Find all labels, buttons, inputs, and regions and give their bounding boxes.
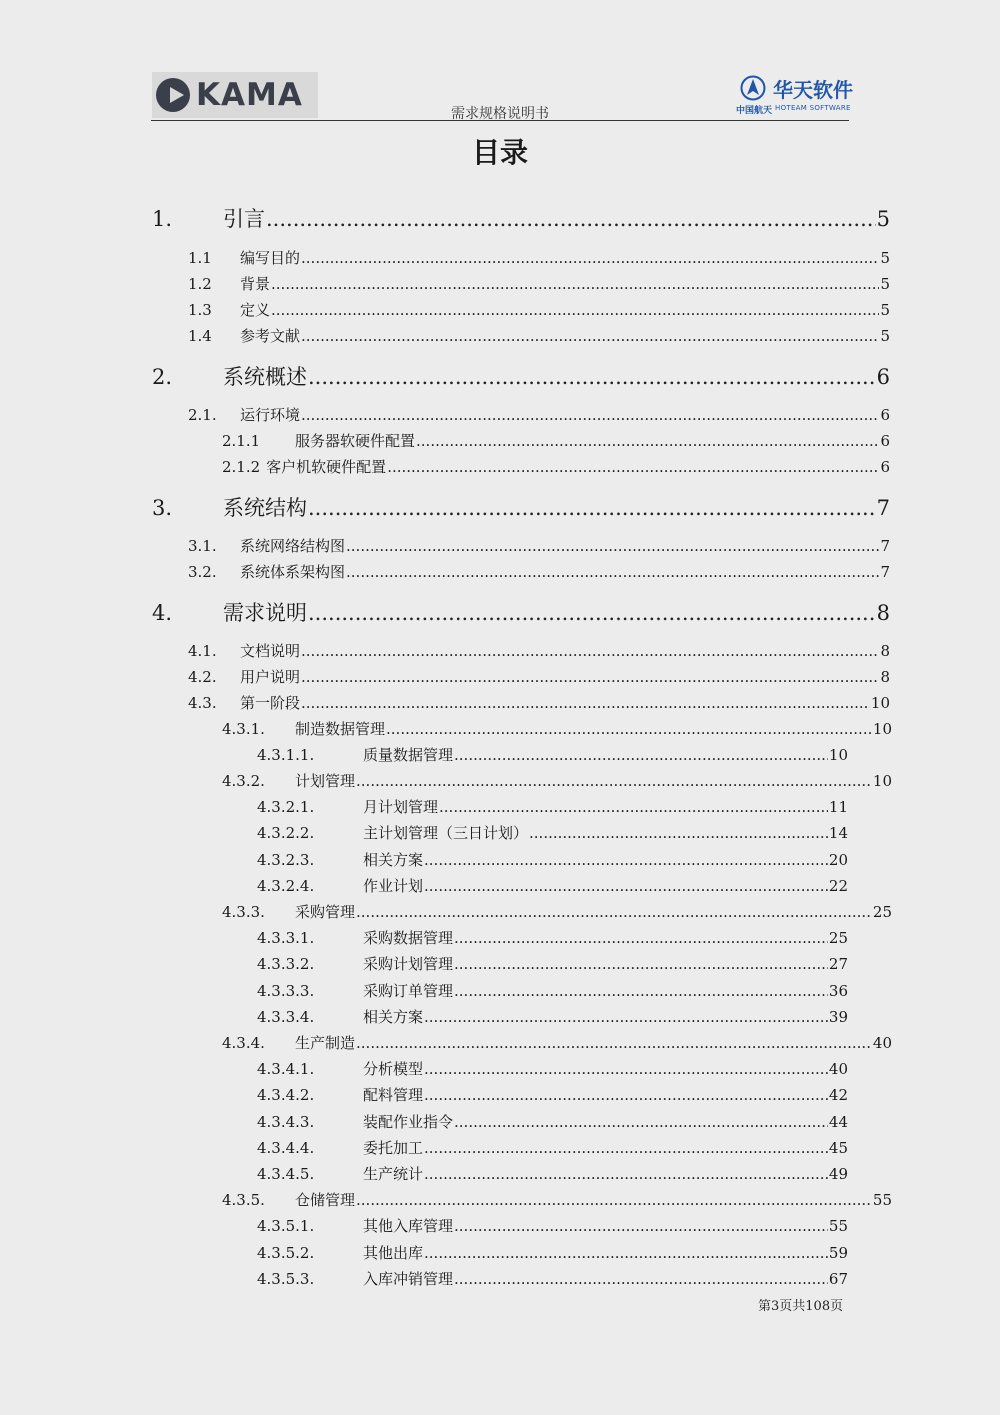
hoteam-logo-name: 华天软件: [773, 78, 853, 102]
toc-leader-dots: [308, 365, 876, 389]
toc-entry-title: 作业计划: [363, 877, 424, 895]
toc-entry[interactable]: [152, 492, 890, 522]
toc-entry-number: 4.3.4.5.: [257, 1165, 315, 1183]
toc-entry-title: 分析模型: [363, 1060, 424, 1078]
toc-entry-title: 服务器软硬件配置: [295, 432, 416, 450]
toc-entry[interactable]: [188, 247, 890, 269]
toc-entry-title: 其他入库管理: [363, 1217, 454, 1235]
toc-entry[interactable]: [188, 325, 890, 347]
toc-entry-page: 25: [872, 903, 892, 921]
toc-entry-number: 1.4: [188, 327, 212, 345]
toc-entry[interactable]: [257, 1163, 848, 1185]
toc-entry-number: 1.2: [188, 275, 212, 293]
toc-entry-page: 45: [828, 1139, 848, 1157]
toc-entry-title: 定义: [240, 301, 271, 319]
toc-entry-page: 10: [870, 694, 890, 712]
toc-entry-title: 运行环境: [240, 406, 301, 424]
toc-entry-page: 5: [880, 327, 890, 345]
toc-entry-number: 4.3.3.4.: [257, 1008, 315, 1026]
toc-leader-dots: [439, 798, 828, 816]
toc-entry-page: 8: [880, 642, 890, 660]
toc-entry[interactable]: [222, 1189, 892, 1211]
toc-entry-title: 参考文献: [240, 327, 301, 345]
toc-leader-dots: [454, 982, 828, 1000]
toc-entry-number: 4.3.4.1.: [257, 1060, 315, 1078]
toc-entry-number: 4.3.5.: [222, 1191, 265, 1209]
toc-entry[interactable]: [257, 849, 848, 871]
toc-entry-page: 7: [880, 563, 890, 581]
toc-leader-dots: [454, 1270, 828, 1288]
toc-leader-dots: [416, 432, 879, 450]
toc-entry-title: 文档说明: [240, 642, 301, 660]
toc-entry[interactable]: [257, 744, 848, 766]
toc-leader-dots: [356, 1191, 872, 1209]
toc-entry-page: 27: [828, 955, 848, 973]
toc-leader-dots: [424, 877, 828, 895]
toc-entry[interactable]: [257, 1137, 848, 1159]
toc-entry-title: 系统网络结构图: [240, 537, 346, 555]
toc-entry-number: 4.3.4.4.: [257, 1139, 315, 1157]
toc-leader-dots: [266, 207, 876, 231]
toc-entry-number: 2.1.2: [222, 458, 261, 476]
toc-entry-title: 相关方案: [363, 1008, 424, 1026]
toc-entry-title: 背景: [240, 275, 271, 293]
toc-leader-dots: [356, 903, 872, 921]
toc-entry-number: 4.3.4.: [222, 1034, 265, 1052]
toc-leader-dots: [424, 1165, 828, 1183]
toc-leader-dots: [301, 406, 879, 424]
toc-leader-dots: [271, 301, 879, 319]
toc-entry-title: 用户说明: [240, 668, 301, 686]
toc-entry-page: 55: [872, 1191, 892, 1209]
toc-entry-number: 4.3.3.2.: [257, 955, 315, 973]
toc-leader-dots: [346, 563, 879, 581]
toc-leader-dots: [346, 537, 879, 555]
toc-entry-number: 4.3.2.3.: [257, 851, 315, 869]
toc-entry[interactable]: [188, 692, 890, 714]
toc-entry[interactable]: [257, 953, 848, 975]
toc-entry-number: 4.3.4.3.: [257, 1113, 315, 1131]
toc-leader-dots: [308, 601, 876, 625]
toc-entry-title: 系统概述: [223, 365, 307, 389]
toc-entry-title: 编写目的: [240, 249, 301, 267]
toc-entry-page: 14: [828, 824, 848, 842]
toc-entry-title: 相关方案: [363, 851, 424, 869]
toc-entry-title: 配料管理: [363, 1086, 424, 1104]
toc-entry[interactable]: [152, 203, 890, 233]
toc-entry-title: 计划管理: [295, 772, 356, 790]
toc-entry-number: 4.3.2.: [222, 772, 265, 790]
toc-entry-page: 55: [828, 1217, 848, 1235]
toc-leader-dots: [424, 1086, 828, 1104]
toc-entry-page: 40: [828, 1060, 848, 1078]
toc-entry[interactable]: [222, 901, 892, 923]
toc-leader-dots: [386, 720, 872, 738]
toc-entry-page: 5: [876, 207, 890, 231]
toc-entry[interactable]: [257, 1242, 848, 1264]
toc-entry-number: 1.1: [188, 249, 212, 267]
toc-entry-title: 系统结构: [223, 496, 307, 520]
toc-entry-page: 6: [880, 458, 890, 476]
toc-entry-title: 制造数据管理: [295, 720, 386, 738]
toc-leader-dots: [356, 772, 872, 790]
hoteam-logo-sub-cn: 中国航天: [736, 106, 773, 116]
toc-entry-page: 44: [828, 1113, 848, 1131]
toc-entry-title: 月计划管理: [363, 798, 439, 816]
toc-leader-dots: [424, 1244, 828, 1262]
toc-leader-dots: [454, 746, 828, 764]
toc-entry-page: 8: [876, 601, 890, 625]
toc-entry-title: 采购管理: [295, 903, 356, 921]
toc-entry[interactable]: [257, 875, 848, 897]
kama-logo-text: KAMA: [196, 77, 303, 113]
toc-entry[interactable]: [152, 597, 890, 627]
toc-entry[interactable]: [257, 1058, 848, 1080]
toc-entry-number: 4.3.5.1.: [257, 1217, 315, 1235]
toc-entry-page: 8: [880, 668, 890, 686]
toc-entry-title: 生产制造: [295, 1034, 356, 1052]
toc-entry-number: 2.1.1: [222, 432, 261, 450]
toc-entry[interactable]: [257, 927, 848, 949]
toc-entry-number: 4.3.5.2.: [257, 1244, 315, 1262]
toc-entry-page: 36: [828, 982, 848, 1000]
toc-entry-number: 4.3.1.1.: [257, 746, 315, 764]
toc-entry-page: 6: [880, 406, 890, 424]
toc-entry-title: 客户机软硬件配置: [266, 458, 387, 476]
document-title: 需求规格说明书: [451, 106, 549, 122]
toc-entry-number: 4.1.: [188, 642, 217, 660]
toc-entry[interactable]: [257, 1111, 848, 1133]
toc-entry[interactable]: [257, 980, 848, 1002]
toc-leader-dots: [454, 929, 828, 947]
toc-leader-dots: [301, 327, 879, 345]
toc-leader-dots: [424, 1139, 828, 1157]
toc-entry-page: 10: [872, 720, 892, 738]
toc-entry-title: 其他出库: [363, 1244, 424, 1262]
toc-entry-page: 6: [880, 432, 890, 450]
toc-entry-number: 1.: [152, 207, 173, 231]
toc-entry[interactable]: [188, 404, 890, 426]
toc-entry-page: 10: [828, 746, 848, 764]
toc-entry-number: 4.2.: [188, 668, 217, 686]
toc-entry-page: 20: [828, 851, 848, 869]
toc-leader-dots: [424, 851, 828, 869]
toc-leader-dots: [424, 1060, 828, 1078]
toc-entry[interactable]: [188, 561, 890, 583]
header-divider: [151, 120, 849, 121]
toc-entry-title: 入库冲销管理: [363, 1270, 454, 1288]
toc-entry[interactable]: [188, 535, 890, 557]
toc-entry[interactable]: [257, 1268, 848, 1290]
toc-entry-page: 42: [828, 1086, 848, 1104]
toc-entry-number: 2.1.: [188, 406, 217, 424]
toc-leader-dots: [301, 249, 879, 267]
toc-entry[interactable]: [222, 1032, 892, 1054]
toc-entry-page: 49: [828, 1165, 848, 1183]
toc-entry-page: 59: [828, 1244, 848, 1262]
toc-entry-number: 4.: [152, 601, 173, 625]
toc-entry[interactable]: [222, 718, 892, 740]
toc-entry[interactable]: [257, 1084, 848, 1106]
toc-entry-page: 25: [828, 929, 848, 947]
toc-entry[interactable]: [188, 273, 890, 295]
toc-leader-dots: [301, 694, 870, 712]
toc-entry-page: 7: [876, 496, 890, 520]
toc-entry-title: 质量数据管理: [363, 746, 454, 764]
toc-entry-title: 需求说明: [223, 601, 307, 625]
toc-entry-title: 第一阶段: [240, 694, 301, 712]
toc-entry-number: 4.3.3.: [222, 903, 265, 921]
toc-entry-page: 5: [880, 275, 890, 293]
toc-entry-title: 生产统计: [363, 1165, 424, 1183]
toc-entry[interactable]: [257, 1215, 848, 1237]
toc-entry-number: 4.3.2.2.: [257, 824, 315, 842]
toc-entry[interactable]: [222, 770, 892, 792]
toc-entry-number: 4.3.3.3.: [257, 982, 315, 1000]
toc-entry[interactable]: [188, 666, 890, 688]
toc-entry-title: 系统体系架构图: [240, 563, 346, 581]
toc-leader-dots: [529, 824, 828, 842]
toc-entry-number: 4.3.3.1.: [257, 929, 315, 947]
toc-entry-title: 采购订单管理: [363, 982, 454, 1000]
toc-entry[interactable]: [257, 796, 848, 818]
toc-entry-page: 11: [828, 798, 848, 816]
toc-leader-dots: [308, 496, 876, 520]
toc-entry-number: 4.3.: [188, 694, 217, 712]
toc-entry-page: 7: [880, 537, 890, 555]
toc-entry[interactable]: [188, 299, 890, 321]
toc-entry-title: 采购数据管理: [363, 929, 454, 947]
toc-entry-number: 4.3.1.: [222, 720, 265, 738]
toc-entry-page: 10: [872, 772, 892, 790]
toc-leader-dots: [356, 1034, 872, 1052]
toc-entry-number: 2.: [152, 365, 173, 389]
toc-leader-dots: [454, 1113, 828, 1131]
toc-entry-number: 3.: [152, 496, 173, 520]
hoteam-logo: [735, 74, 853, 116]
hoteam-logo-sub-en: HOTEAM SOFTWARE: [775, 104, 851, 112]
toc-leader-dots: [301, 642, 879, 660]
toc-leader-dots: [301, 668, 879, 686]
toc-entry-number: 3.2.: [188, 563, 217, 581]
toc-entry-page: 67: [828, 1270, 848, 1288]
toc-entry[interactable]: [222, 456, 890, 478]
toc-entry[interactable]: [152, 361, 890, 391]
toc-entry[interactable]: [222, 430, 890, 452]
toc-entry-title: 采购计划管理: [363, 955, 454, 973]
toc-entry-page: 40: [872, 1034, 892, 1052]
toc-entry-number: 4.3.5.3.: [257, 1270, 315, 1288]
toc-entry-number: 4.3.4.2.: [257, 1086, 315, 1104]
toc-leader-dots: [387, 458, 879, 476]
toc-entry-number: 3.1.: [188, 537, 217, 555]
aerospace-mark-icon: [740, 75, 766, 101]
toc-entry-page: 6: [876, 365, 890, 389]
toc-entry[interactable]: [188, 640, 890, 662]
toc-entry-title: 装配作业指令: [363, 1113, 454, 1131]
toc-entry-page: 22: [828, 877, 848, 895]
page-footer: 第3页共108页: [758, 1299, 844, 1314]
toc-entry-number: 4.3.2.4.: [257, 877, 315, 895]
toc-entry-title: 主计划管理（三日计划）: [363, 824, 529, 842]
toc-entry-title: 仓储管理: [295, 1191, 356, 1209]
toc-entry-number: 4.3.2.1.: [257, 798, 315, 816]
toc-entry-page: 39: [828, 1008, 848, 1026]
toc-leader-dots: [271, 275, 879, 293]
toc-entry-title: 引言: [223, 207, 265, 231]
toc-title: 目录: [471, 136, 528, 169]
toc-leader-dots: [454, 955, 828, 973]
toc-leader-dots: [454, 1217, 828, 1235]
toc-entry-page: 5: [880, 249, 890, 267]
toc-entry[interactable]: [257, 822, 848, 844]
toc-leader-dots: [424, 1008, 828, 1026]
toc-entry[interactable]: [257, 1006, 848, 1028]
toc-entry-page: 5: [880, 301, 890, 319]
toc-entry-title: 委托加工: [363, 1139, 424, 1157]
toc-entry-number: 1.3: [188, 301, 212, 319]
